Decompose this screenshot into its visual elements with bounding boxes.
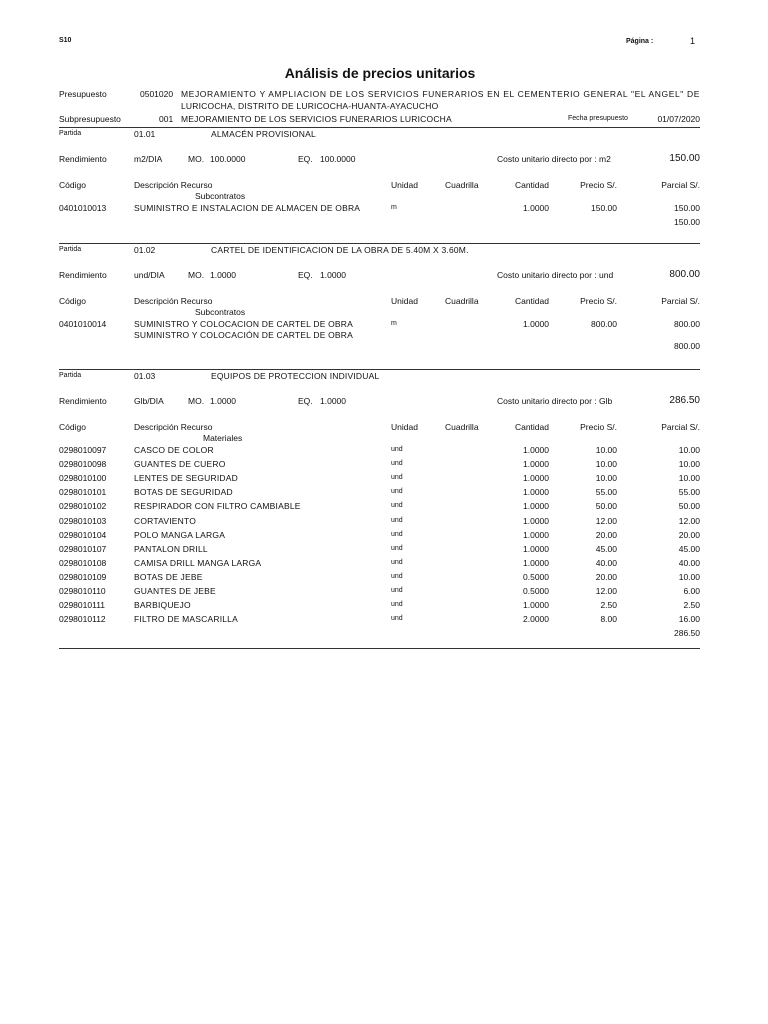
- resource-unit: und: [391, 587, 403, 594]
- resource-unit: und: [391, 601, 403, 608]
- fecha-value: 01/07/2020: [657, 114, 700, 124]
- partida-code: 01.02: [134, 245, 156, 255]
- resource-partial: 55.00: [678, 487, 700, 497]
- section-divider: [59, 243, 700, 244]
- resource-qty: 1.0000: [523, 459, 549, 469]
- resource-unit: und: [391, 573, 403, 580]
- resource-qty: 1.0000: [523, 558, 549, 568]
- resource-price: 40.00: [595, 558, 617, 568]
- resource-partial: 16.00: [678, 614, 700, 624]
- section-divider: [59, 369, 700, 370]
- resource-qty: 1.0000: [523, 516, 549, 526]
- resource-qty: 0.5000: [523, 586, 549, 596]
- resource-code: 0298010097: [59, 445, 107, 455]
- resource-partial: 150.00: [674, 203, 700, 213]
- resource-desc: FILTRO DE MASCARILLA: [134, 614, 238, 624]
- category-label: Subcontratos: [195, 191, 246, 201]
- resource-code: 0298010103: [59, 516, 107, 526]
- col-cantidad: Cantidad: [514, 422, 549, 432]
- resource-unit: m: [391, 320, 397, 327]
- resource-desc: SUMINISTRO E INSTALACION DE ALMACEN DE OBRA: [134, 203, 361, 213]
- resource-price: 45.00: [595, 544, 617, 554]
- partida-label: Partida: [59, 246, 82, 253]
- category-label: Materiales: [203, 433, 243, 443]
- section-divider: [59, 127, 700, 128]
- partida-name: CARTEL DE IDENTIFICACION DE LA OBRA DE 5.40M X 3.60M.: [211, 245, 469, 255]
- col-parcial: Parcial S/.: [661, 180, 700, 190]
- resource-price: 10.00: [595, 445, 617, 455]
- eq-value: 1.0000: [320, 270, 346, 280]
- resource-partial: 10.00: [678, 473, 700, 483]
- resource-qty: 0.5000: [523, 572, 549, 582]
- costo-value: 286.50: [669, 395, 700, 406]
- resource-desc: LENTES DE SEGURIDAD: [134, 473, 238, 483]
- resource-code: 0298010107: [59, 544, 107, 554]
- resource-code: 0298010100: [59, 473, 107, 483]
- col-precio: Precio S/.: [580, 422, 617, 432]
- resource-code: 0298010108: [59, 558, 107, 568]
- resource-desc: BARBIQUEJO: [134, 600, 191, 610]
- resource-price: 150.00: [591, 203, 617, 213]
- resource-qty: 1.0000: [523, 501, 549, 511]
- resource-price: 12.00: [595, 586, 617, 596]
- partida-label: Partida: [59, 372, 82, 379]
- resource-partial: 2.50: [683, 600, 700, 610]
- eq-value: 100.0000: [320, 154, 356, 164]
- subpresupuesto-text: MEJORAMIENTO DE LOS SERVICIOS FUNERARIOS LURICOCHA: [181, 114, 452, 124]
- resource-unit: und: [391, 531, 403, 538]
- resource-partial: 45.00: [678, 544, 700, 554]
- partida-code: 01.01: [134, 129, 156, 139]
- partida-code: 01.03: [134, 371, 156, 381]
- col-codigo: Código: [59, 422, 86, 432]
- col-parcial: Parcial S/.: [661, 422, 700, 432]
- costo-value: 150.00: [669, 153, 700, 164]
- resource-partial: 40.00: [678, 558, 700, 568]
- resource-desc: CORTAVIENTO: [134, 516, 197, 526]
- col-descripcion: Descripción Recurso: [134, 422, 213, 432]
- resource-partial: 20.00: [678, 530, 700, 540]
- resource-unit: und: [391, 559, 403, 566]
- col-unidad: Unidad: [391, 422, 418, 432]
- eq-label: EQ.: [298, 396, 313, 406]
- rendimiento-unit: Glb/DIA: [134, 396, 164, 406]
- col-precio: Precio S/.: [580, 180, 617, 190]
- resource-code: 0298010109: [59, 572, 107, 582]
- resource-qty: 1.0000: [523, 445, 549, 455]
- rendimiento-label: Rendimiento: [59, 396, 107, 406]
- col-descripcion: Descripción Recurso: [134, 180, 213, 190]
- resource-partial: 800.00: [674, 319, 700, 329]
- resource-unit: und: [391, 545, 403, 552]
- resource-partial: 12.00: [678, 516, 700, 526]
- resource-code: 0298010110: [59, 586, 106, 596]
- eq-value: 1.0000: [320, 396, 346, 406]
- resource-desc: POLO MANGA LARGA: [134, 530, 226, 540]
- costo-label: Costo unitario directo por : und: [497, 270, 614, 280]
- page-number: 1: [690, 36, 696, 46]
- col-cantidad: Cantidad: [514, 180, 549, 190]
- partida-total: 150.00: [674, 217, 700, 227]
- resource-code: 0298010104: [59, 530, 107, 540]
- partida-label: Partida: [59, 130, 82, 137]
- resource-desc: BOTAS DE SEGURIDAD: [134, 487, 233, 497]
- presupuesto-code: 0501020: [140, 89, 174, 99]
- col-codigo: Código: [59, 180, 86, 190]
- resource-qty: 1.0000: [523, 600, 549, 610]
- mo-value: 100.0000: [210, 154, 246, 164]
- resource-unit: und: [391, 502, 403, 509]
- resource-qty: 1.0000: [523, 530, 549, 540]
- section-divider: [59, 648, 700, 649]
- resource-desc: CASCO DE COLOR: [134, 445, 214, 455]
- mo-value: 1.0000: [210, 396, 236, 406]
- col-parcial: Parcial S/.: [661, 296, 700, 306]
- costo-label: Costo unitario directo por : m2: [497, 154, 611, 164]
- resource-desc: BOTAS DE JEBE: [134, 572, 203, 582]
- resource-qty: 1.0000: [523, 319, 549, 329]
- col-cuadrilla: Cuadrilla: [445, 180, 479, 190]
- subpresupuesto-code: 001: [159, 114, 174, 124]
- mo-label: MO.: [188, 270, 205, 280]
- resource-unit: und: [391, 517, 403, 524]
- resource-code: 0298010111: [59, 600, 106, 610]
- resource-unit: und: [391, 460, 403, 467]
- eq-label: EQ.: [298, 154, 313, 164]
- rendimiento-unit: und/DIA: [134, 270, 165, 280]
- resource-unit: und: [391, 615, 403, 622]
- resource-desc: GUANTES DE JEBE: [134, 586, 216, 596]
- resource-qty: 1.0000: [523, 544, 549, 554]
- col-cantidad: Cantidad: [514, 296, 549, 306]
- resource-code: 0298010112: [59, 614, 106, 624]
- partida-name: EQUIPOS DE PROTECCION INDIVIDUAL: [211, 371, 380, 381]
- partida-total: 286.50: [674, 628, 700, 638]
- resource-price: 50.00: [595, 501, 617, 511]
- resource-unit: und: [391, 446, 403, 453]
- resource-partial: 10.00: [678, 445, 700, 455]
- resource-partial: 10.00: [678, 572, 700, 582]
- resource-price: 10.00: [595, 459, 617, 469]
- costo-value: 800.00: [669, 269, 700, 280]
- rendimiento-label: Rendimiento: [59, 154, 107, 164]
- resource-qty: 1.0000: [523, 203, 549, 213]
- mo-label: MO.: [188, 154, 205, 164]
- resource-desc: CAMISA DRILL MANGA LARGA: [134, 558, 262, 568]
- partida-name: ALMACÉN PROVISIONAL: [211, 129, 316, 139]
- partida-total: 800.00: [674, 341, 700, 351]
- fecha-label: Fecha presupuesto: [568, 115, 628, 122]
- col-descripcion: Descripción Recurso: [134, 296, 213, 306]
- resource-desc: RESPIRADOR CON FILTRO CAMBIABLE: [134, 501, 301, 511]
- resource-qty: 1.0000: [523, 487, 549, 497]
- resource-price: 55.00: [595, 487, 617, 497]
- col-cuadrilla: Cuadrilla: [445, 422, 479, 432]
- resource-qty: 1.0000: [523, 473, 549, 483]
- report-code: S10: [59, 37, 72, 44]
- resource-price: 20.00: [595, 530, 617, 540]
- resource-code: 0298010101: [59, 487, 107, 497]
- resource-price: 10.00: [595, 473, 617, 483]
- resource-desc: GUANTES DE CUERO: [134, 459, 226, 469]
- resource-code: 0298010102: [59, 501, 107, 511]
- resource-qty: 2.0000: [523, 614, 549, 624]
- page-title: Análisis de precios unitarios: [284, 65, 476, 81]
- rendimiento-unit: m2/DIA: [134, 154, 163, 164]
- mo-value: 1.0000: [210, 270, 236, 280]
- resource-unit: und: [391, 474, 403, 481]
- costo-label: Costo unitario directo por : Glb: [497, 396, 613, 406]
- resource-desc: PANTALON DRILL: [134, 544, 208, 554]
- resource-code: 0401010013: [59, 203, 107, 213]
- resource-price: 2.50: [600, 600, 617, 610]
- eq-label: EQ.: [298, 270, 313, 280]
- col-codigo: Código: [59, 296, 86, 306]
- resource-price: 12.00: [595, 516, 617, 526]
- resource-unit: m: [391, 204, 397, 211]
- category-label: Subcontratos: [195, 307, 246, 317]
- col-precio: Precio S/.: [580, 296, 617, 306]
- mo-label: MO.: [188, 396, 205, 406]
- resource-partial: 50.00: [678, 501, 700, 511]
- resource-price: 8.00: [600, 614, 617, 624]
- resource-desc-extra: SUMINISTRO Y COLOCACIÓN DE CARTEL DE OBRA: [134, 330, 354, 340]
- col-unidad: Unidad: [391, 296, 418, 306]
- resource-price: 20.00: [595, 572, 617, 582]
- col-unidad: Unidad: [391, 180, 418, 190]
- resource-code: 0298010098: [59, 459, 107, 469]
- resource-price: 800.00: [591, 319, 617, 329]
- rendimiento-label: Rendimiento: [59, 270, 107, 280]
- subpresupuesto-label: Subpresupuesto: [59, 114, 121, 124]
- presupuesto-text-2: LURICOCHA, DISTRITO DE LURICOCHA-HUANTA-AYACUCHO: [181, 101, 439, 111]
- resource-code: 0401010014: [59, 319, 107, 329]
- resource-unit: und: [391, 488, 403, 495]
- resource-desc: SUMINISTRO Y COLOCACION DE CARTEL DE OBRA: [134, 319, 354, 329]
- presupuesto-label: Presupuesto: [59, 89, 107, 99]
- resource-partial: 6.00: [683, 586, 700, 596]
- col-cuadrilla: Cuadrilla: [445, 296, 479, 306]
- page-label: Página :: [626, 38, 654, 45]
- presupuesto-text-1: MEJORAMIENTO Y AMPLIACION DE LOS SERVICIOS FUNERARIOS EN EL CEMENTERIO GENERAL "EL ANGEL" DE: [181, 89, 700, 99]
- resource-partial: 10.00: [678, 459, 700, 469]
